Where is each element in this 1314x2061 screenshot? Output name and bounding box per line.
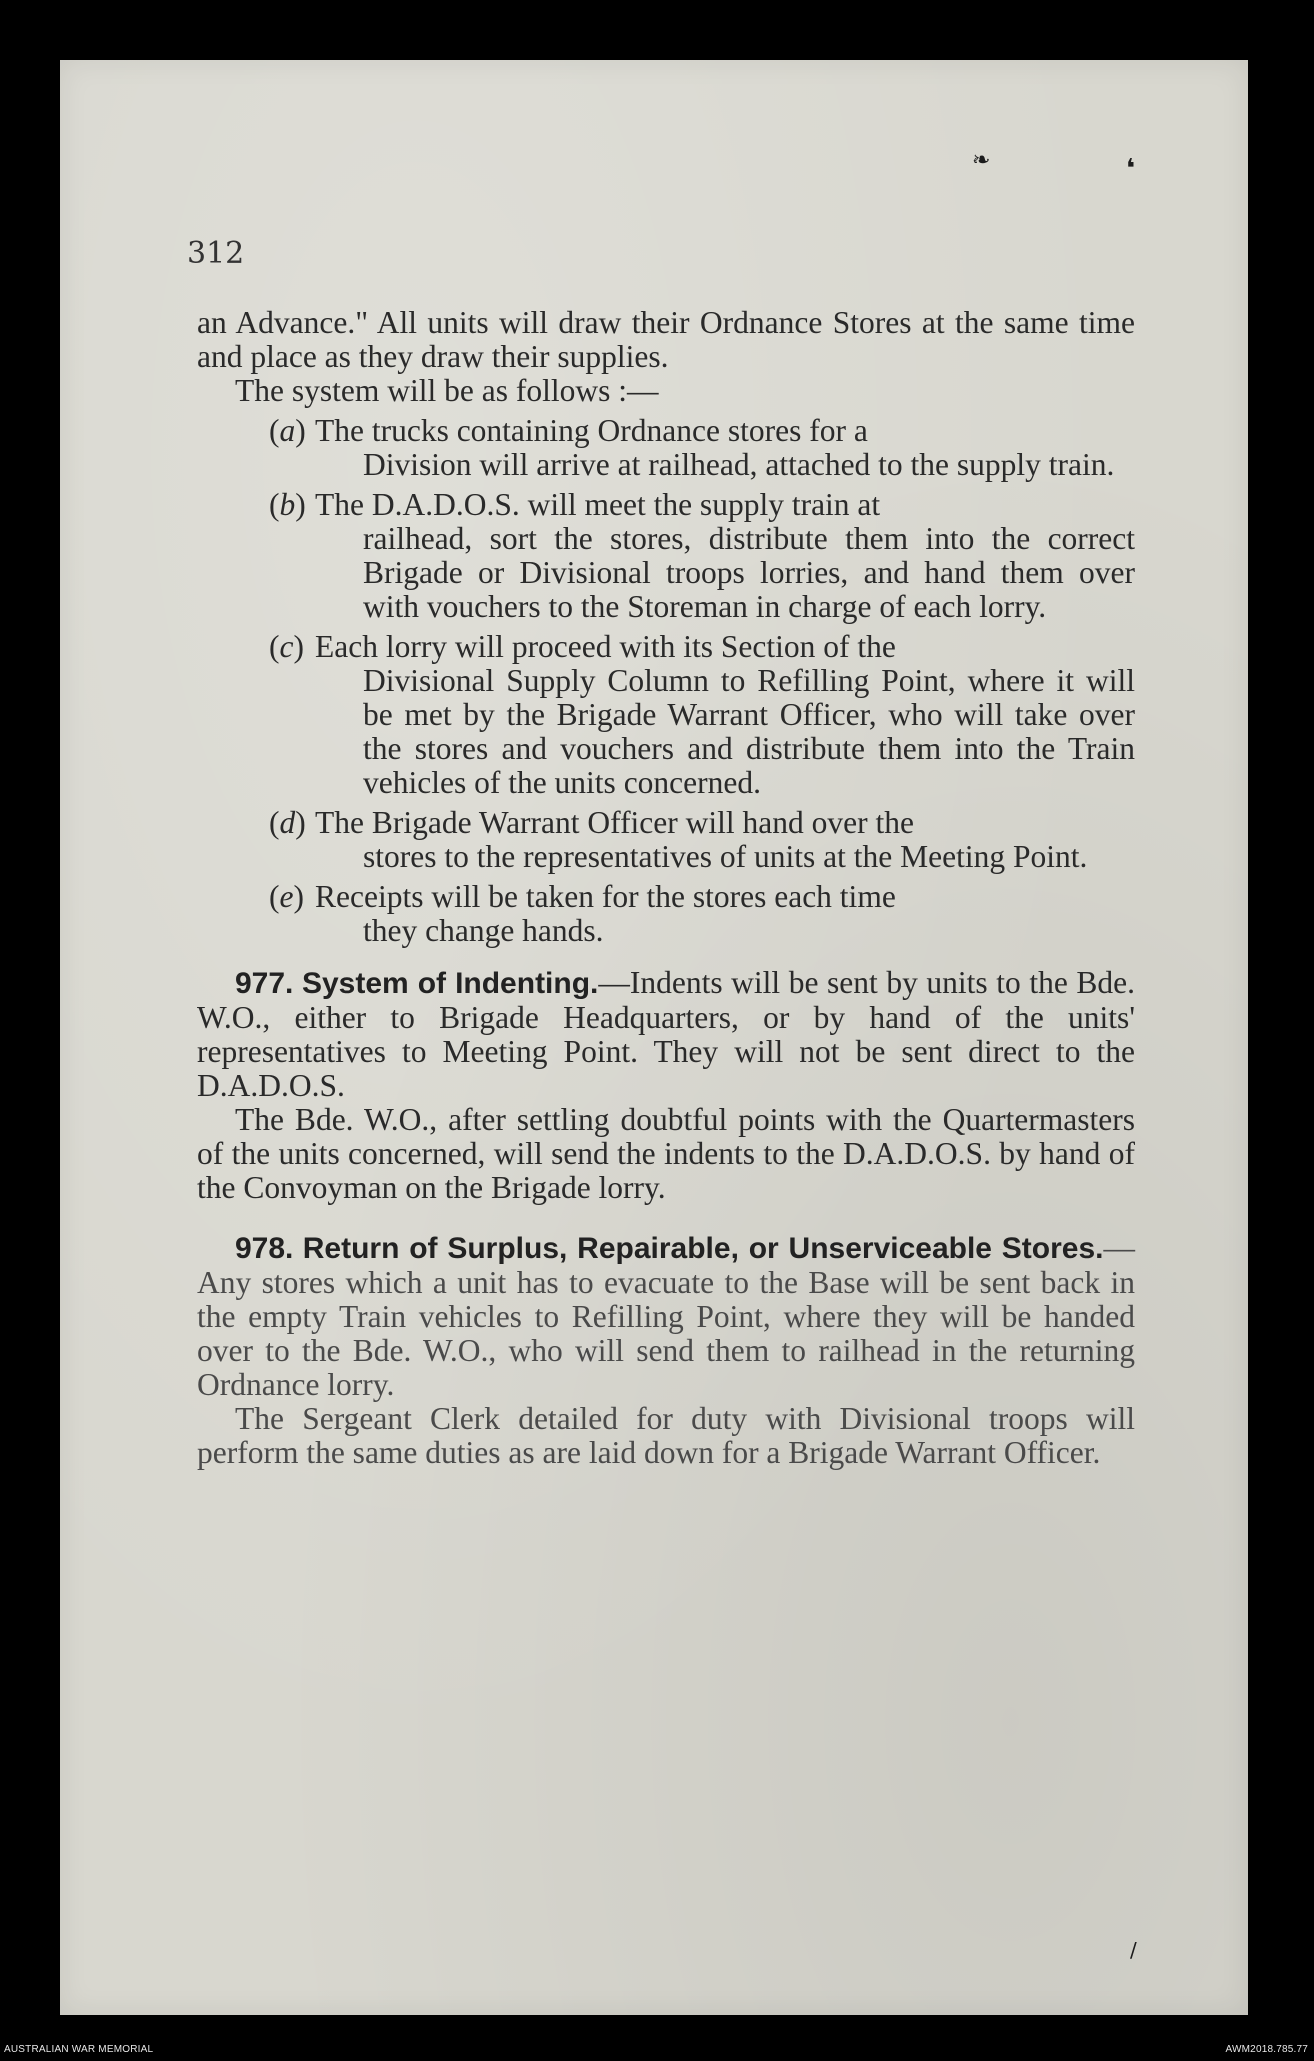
- section-paragraph-2: The Sergeant Clerk detailed for duty with Divisional troops will perform the same duties as are laid down for a Brigade Warrant Officer.: [197, 1401, 1135, 1470]
- section-title: System of Indenting.: [301, 967, 599, 1000]
- ink-mark: ❧: [972, 148, 991, 173]
- item-label: (c): [269, 629, 304, 664]
- ink-mark: ❛: [1126, 154, 1136, 184]
- section-977: [197, 966, 1135, 1205]
- list-item: [269, 414, 1135, 482]
- list-item: [269, 630, 1135, 800]
- section-number: 978.: [235, 1232, 294, 1265]
- item-text: The trucks containing Ordnance stores for a Division will arrive at railhead, attached to the supply train.: [315, 413, 1115, 482]
- item-text: Each lorry will proceed with its Section of the Divisional Supply Column to Refilling Point, where it will be met by the Brigade Warrant Officer, who will take over the stores and vouchers and distribute them into the Train vehicles of the units concerned.: [315, 629, 1135, 800]
- intro-paragraph: an Advance." All units will draw their Ordnance Stores at the same time and place as they draw their supplies.: [197, 305, 1135, 374]
- section-title: Return of Surplus, Repairable, or Unserviceable Stores.: [302, 1232, 1104, 1265]
- section-number: 977.: [235, 967, 294, 1000]
- page-number: 312: [187, 236, 245, 271]
- system-intro: The system will be as follows :—: [235, 373, 659, 408]
- item-text: Receipts will be taken for the stores each time they change hands.: [315, 879, 896, 948]
- item-text: The Brigade Warrant Officer will hand over the stores to the representatives of units at the Meeting Point.: [315, 805, 1088, 874]
- page-body: [197, 306, 1135, 1470]
- item-label: (a): [269, 413, 306, 448]
- section-text: —Indents will be sent by units to the Bde. W.O., either to Brigade Headquarters, or by hand of the units' representatives to Meeting Point. They will not be sent direct to the D.A.D.O.S.: [197, 965, 1135, 1103]
- item-label: (b): [269, 487, 306, 522]
- archive-reference: AWM2018.785.77: [1225, 2044, 1308, 2055]
- list-item: [269, 806, 1135, 874]
- section-paragraph: [197, 966, 1135, 1103]
- section-paragraph: [197, 1231, 1135, 1402]
- item-label: (e): [269, 879, 304, 914]
- section-paragraph-2: The Bde. W.O., after settling doubtful points with the Quartermasters of the units concerned, will send the indents to the D.A.D.O.S. by hand of the Convoyman on the Brigade lorry.: [197, 1102, 1135, 1205]
- list-item: [269, 488, 1135, 624]
- section-text: —Any stores which a unit has to evacuate to the Base will be sent back in the empty Train vehicles to Refilling Point, where they will be handed over to the Bde. W.O., who will send them to railhead in the returning Ordnance lorry.: [197, 1230, 1135, 1402]
- item-label: (d): [269, 805, 306, 840]
- archive-credit: AUSTRALIAN WAR MEMORIAL: [4, 2044, 154, 2055]
- list-item: [269, 880, 1135, 948]
- pencil-mark: /: [1130, 1938, 1137, 1962]
- item-text: The D.A.D.O.S. will meet the supply train at railhead, sort the stores, distribute them into the correct Brigade or Divisional troops lorries, and hand them over with vouchers to the Storeman in charge of each lorry.: [315, 487, 1135, 624]
- section-978: [197, 1231, 1135, 1470]
- procedure-list: [197, 414, 1135, 948]
